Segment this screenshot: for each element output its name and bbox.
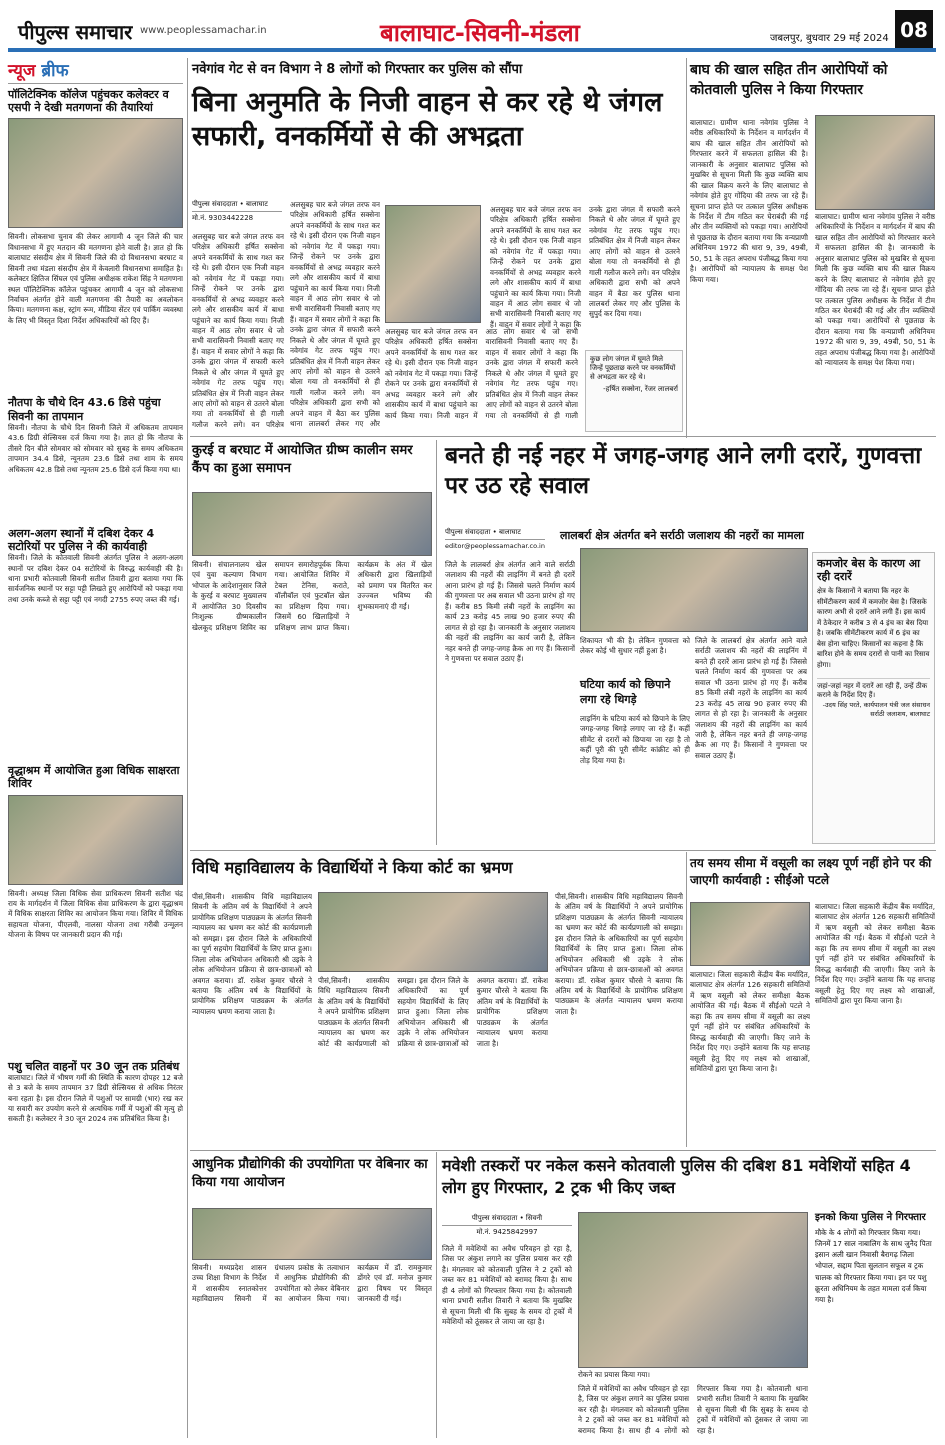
section-divider [190, 436, 936, 437]
section-divider [190, 850, 936, 851]
camp-headline: कुरई व बरघाट में आयोजित ग्रीष्म कालीन समर कैंप का हुआ समापन [192, 443, 413, 477]
brief-body: बालाघाट। जिले में भीषण गर्मी की स्थिति के कारण दोपहर 12 बजे से 3 बजे के समय तापमान 37 डिग्री सेल्सियस से अधिक निरंतर बना रहता है। इस दौरान जिले में पशुओं पर सामग्री (भार) रख कर या सवारी कर उपयोग करने से अत्यधिक गर्मी में पशुओं की मृत्यु हो सकती है। कलेक्टर ने 30 जून 2024 तक प्रतिबंधित किया है। [8, 1072, 183, 1124]
lead-body-cont: अलसुबह चार बजे जंगल तरफ वन परिक्षेत्र अधिकारी हर्षित सक्सेना अपने वनकर्मियों के साथ गश्त कर रहे थे। इसी दौरान एक निजी वाहन को नवेगांव गेट में पकड़ा गया। जिन्हें रोकने पर उनके द्वारा वनकर्मियों से अभद्र व्यवहार करने लगे और शासकीय कार्य में बाधा पहुंचाने का कार्य किया गया। निजी वाहन में आठ लोग सवार थे जो सभी वारासिवनी निवासी बताए गए हैं। वाहन में सवार लोगों ने कहा कि उनके द्वारा जंगल में सफारी करने निकले थे और जंगल में घूमते हुए नवेगांव गेट तरफ पहुंच गए। प्रतिबंधित क्षेत्र में निजी वाहन लेकर आए लोगों को वाहन से उतरने बोला गया तो वनकर्मियों से ही गाली गलौज करने लगे। वन परिक्षेत्र अधिकारी द्वारा सभी को अपने वाहन में बैठा कर पुलिस थाना लालबर्रा लेकर गए और पुलिस के सुपुर्द कर दिया गया। [490, 205, 680, 329]
cattle-body-cont: जिले में मवेशियों का अवैध परिवहन हो रहा है, जिस पर अंकुश लगाने का पुलिस प्रयास कर रही है। मंगलवार को कोतवाली पुलिस ने 2 ट्रकों को जब्त कर 81 मवेशियों को बरामद किया है। साथ ही 4 लोगों को गिरफ्तार किया गया है। कोतवाली थाना प्रभारी सतीश तिवारी ने बताया कि मुखबिर से सूचना मिली थी कि सुबह के समय दो ट्रकों में मवेशियों को ठूंसकर ले जाया जा रहा है। [578, 1384, 808, 1435]
column-divider [686, 58, 687, 438]
lead-body-cont: अलसुबह चार बजे जंगल तरफ वन परिक्षेत्र अधिकारी हर्षित सक्सेना अपने वनकर्मियों के साथ गश्त कर रहे थे। इसी दौरान एक निजी वाहन को नवेगांव गेट में पकड़ा गया। जिन्हें रोकने पर उनके द्वारा वनकर्मियों से अभद्र व्यवहार करने लगे और शासकीय कार्य में बाधा पहुंचाने का कार्य किया गया। निजी वाहन में आठ लोग सवार थे जो सभी वारासिवनी निवासी बताए गए हैं। वाहन में सवार लोगों ने कहा कि उनके द्वारा जंगल में सफारी करने निकले थे और जंगल में घूमते हुए नवेगांव गेट तरफ पहुंच गए। प्रतिबंधित क्षेत्र में निजी वाहन लेकर आए लोगों को वाहन से उतरने बोला गया तो वनकर्मियों से ही गाली गलौज करने लगे। वन परिक्षेत्र [192, 232, 284, 429]
cattle-byline: पीपुल्स संवाददाता • सिवनी [442, 1214, 572, 1226]
webinar-photo [192, 1208, 432, 1260]
tiger-headline: बाघ की खाल सहित तीन आरोपियों को कोतवाली पुलिस ने किया गिरफ्तार [690, 62, 888, 99]
canal-email[interactable]: editor@peoplessamachar.co.in [445, 542, 545, 550]
brief-body: सिवनी। अध्यक्ष जिला विधिक सेवा प्राधिकरण सिवनी सतीश चंद्र राय के मार्गदर्शन में जिला विधिक सेवा प्राधिकरण के द्वारा वृद्धाश्रम में विधिक साक्षरता शिविर का आयोजन किया गया। शिविर में विधिक सहायता योजना, पीएलवी, नालसा योजना तथा गरीबी उन्मूलन योजना के विषय पर जानकारी प्रदान की गई। [8, 888, 183, 940]
court-body: पीसं,सिवनी। शासकीय विधि महाविद्यालय सिवनी के अंतिम वर्ष के विद्यार्थियों ने अपने प्रायोगिक प्रशिक्षण पाठ्यक्रम के अंतर्गत सिवनी न्यायालय का भ्रमण कर कोर्ट की कार्यप्रणाली को समझा। इस दौरान जिले के अधिकारियों का पूर्ण सहयोग विद्यार्थियों के लिए प्राप्त हुआ। जिला लोक अभियोजन अधिकारी श्री उइके ने लोक अभियोजन प्रक्रिया से छात्र-छात्राओं को अवगत कराया। डॉ. राकेश कुमार चौरसे ने बताया कि अंतिम वर्ष के विद्यार्थियों के प्रायोगिक प्रशिक्षण पाठ्यक्रम के अंतर्गत न्यायालय भ्रमण कराया जाता है। [192, 892, 312, 1016]
brief-body: सिवनी। लोकसभा चुनाव की लेकर आगामी 4 जून जिले की चार विधानसभा में हुए मतदान की मतगणना होने वाली है। ज्ञात हो कि बालाघाट संसदीय क्षेत्र में सिवनी जिले की दो विधानसभा बरघाट व सिवनी तथा मंडला संसदीय क्षेत्र में केवलारी विधानसभा समाहित है। कलेक्टर क्षितिज सिंघल एवं पुलिस अधीक्षक राकेश सिंह ने मतगणना स्थल पॉलिटेक्निक कॉलेज पहुंचकर आगामी 4 जून को लोकसभा निर्वाचन अंतर्गत होने वाली मतगणना की तैयारी का अवलोकन किया। मतगणना कक्ष, स्ट्रांग रूम, मीडिया सेंटर एवं पार्किंग व्यवस्था के लिए भी विस्तृत दिशा निर्देश अधिकारियों को दिए हैं। [8, 232, 183, 325]
brief-photo [8, 118, 183, 228]
canal-crack-photo [580, 548, 808, 632]
canal-side-box [812, 552, 935, 844]
cattle-phone: मो.नं. 9425842997 [476, 1228, 538, 1236]
lead-body: अलसुबह चार बजे जंगल तरफ वन परिक्षेत्र अधिकारी हर्षित सक्सेना अपने वनकर्मियों के साथ गश्त कर रहे थे। इसी दौरान एक निजी वाहन को नवेगांव गेट में पकड़ा गया। जिन्हें रोकने पर उनके द्वारा वनकर्मियों से अभद्र व्यवहार करने लगे और शासकीय कार्य में बाधा पहुंचाने का कार्य किया गया। निजी वाहन में आठ लोग सवार थे जो सभी वारासिवनी निवासी बताए गए हैं। वाहन में सवार लोगों ने कहा कि उनके द्वारा जंगल में सफारी करने निकले थे और जंगल में घूमते हुए नवेगांव गेट तरफ पहुंच गए। प्रतिबंधित क्षेत्र में निजी वाहन लेकर आए लोगों को वाहन से उतरने बोला गया तो वनकर्मियों से ही गाली गलौज करने लगे। वन परिक्षेत्र अधिकारी द्वारा सभी को अपने वाहन में बैठा कर पुलिस थाना लालबर्रा लेकर गए और [290, 200, 380, 429]
side-title: इनको किया पुलिस ने गिरफ्तार [815, 1212, 926, 1223]
camp-photo [192, 492, 432, 556]
header-rule [8, 48, 936, 52]
canal-photo-caption: शिकायत भी की है। लेकिन गुणवत्ता को लेकर कोई भी सुधार नहीं हुआ है। [580, 636, 690, 656]
court-body-cont: पीसं,सिवनी। शासकीय विधि महाविद्यालय सिवनी के अंतिम वर्ष के विद्यार्थियों ने अपने प्रायोगिक प्रशिक्षण पाठ्यक्रम के अंतर्गत सिवनी न्यायालय का भ्रमण कर कोर्ट की कार्यप्रणाली को समझा। इस दौरान जिले के अधिकारियों का पूर्ण सहयोग विद्यार्थियों के लिए प्राप्त हुआ। जिला लोक अभियोजन अधिकारी श्री उइके ने लोक अभियोजन प्रक्रिया से छात्र-छात्राओं को अवगत कराया। डॉ. राकेश कुमार चौरसे ने बताया कि अंतिम वर्ष के विद्यार्थियों के प्रायोगिक प्रशिक्षण पाठ्यक्रम के अंतर्गत न्यायालय भ्रमण कराया जाता है। [318, 976, 548, 1048]
canal-body-2: लाइनिंग के घटिया कार्य को छिपाने के लिए जगह-जगह थिगड़े लगाए जा रहे हैं। कहीं सीमेंट से दरारों को छिपाया जा रहा है तो कहीं पूरी की पूरी सीमेंट कांक्रीट को ही तोड़ दिया गया है। [580, 714, 690, 765]
brief-title: नौतपा के चौथे दिन 43.6 डिसे पहुंचा सिवनी का तापमान [8, 396, 161, 423]
canal-byline: पीपुल्स संवाददाता • बालाघाट [445, 528, 545, 540]
brief-title: वृद्धाश्रम में आयोजित हुआ विधिक साक्षरता शिविर [8, 764, 180, 791]
column-divider [686, 852, 687, 1147]
canal-subhead: लालबर्रा क्षेत्र अंतर्गत बने सर्राठी जलाशय की नहरों का मामला [560, 529, 804, 542]
newspaper-logo: पीपुल्स समाचार [18, 20, 133, 44]
section-divider [190, 1150, 936, 1151]
side-body: मौके के 4 लोगों को गिरफ्तार किया गया। जिनमें 17 साल नाबालिग के साथ जुनैद पिता इसान अली खान निवासी बैरागढ़ जिला भोपाल, सद्दाम पिता सुलतान सफूल व ट्रक चालक को गिरफ्तार किया गया। इन पर पशु क्रूरता अधिनियम के तहत मामला दर्ज किया गया है। [815, 1228, 932, 1304]
cattle-headline: मवेशी तस्करों पर नकेल कसने कोतवाली पुलिस की दबिश 81 मवेशियों सहित 4 लोग हुए गिरफ्तार, 2 ट्रक भी किए जब्त [442, 1156, 911, 1197]
quote-text: कुछ लोग जंगल में घूमते मिले जिन्हें पूछताछ करने पर वनकर्मियों से अभद्रता कर रहे थे। [590, 355, 676, 381]
recovery-body-cont: बालाघाट। जिला सहकारी केंद्रीय बैंक मर्यादित, बालाघाट क्षेत्र अंतर्गत 126 सहकारी समितियों में ऋण वसूली को लेकर समीक्षा बैठक आयोजित की गई। बैठक में सीईओ पटले ने कहा कि तय समय सीमा में वसूली का लक्ष्य पूर्ण नहीं होने पर संबंधित अधिकारियों के विरुद्ध कार्यवाही की जाएगी। किए जाने के निर्देश दिए गए। उन्होंने बताया कि यह सप्ताह वसूली हेतु दिए गए लक्ष्य को शाखाओं, समितियों द्वारा पूरा किया जाना है। [815, 902, 935, 1005]
court-group-photo [318, 892, 548, 972]
recovery-body: बालाघाट। जिला सहकारी केंद्रीय बैंक मर्यादित, बालाघाट क्षेत्र अंतर्गत 126 सहकारी समितियों में ऋण वसूली को लेकर समीक्षा बैठक आयोजित की गई। बैठक में सीईओ पटले ने कहा कि तय समय सीमा में वसूली का लक्ष्य पूर्ण नहीं होने पर संबंधित अधिकारियों के विरुद्ध कार्यवाही की जाएगी। किए जाने के निर्देश दिए गए। उन्होंने बताया कि यह सप्ताह वसूली हेतु दिए गए लक्ष्य को शाखाओं, समितियों द्वारा पूरा किया जाना है। [690, 970, 810, 1073]
website-url[interactable]: www.peoplessamachar.in [140, 25, 267, 36]
tiger-skin-photo [815, 115, 935, 210]
box-quote: जहां-जहां नहर में दरारें आ रही हैं, उन्हें ठीक कराने के निर्देश दिए हैं। [817, 678, 930, 700]
canal-subhead-2: घटिया कार्य को छिपाने लगा रहे थिगड़े [580, 678, 671, 706]
brief-label: न्यूज ब्रीफ [8, 58, 183, 84]
column-divider [436, 440, 437, 845]
canal-body-cont: जिले के लालबर्रा क्षेत्र अंतर्गत आने वाले सर्राठी जलाशय की नहरों की लाइनिंग में बनते ही दरारें आना प्रारंभ हो गई हैं। जिससे चलते निर्माण कार्य की गुणवत्ता पर अब सवाल भी उठना प्रारंभ हो गए हैं। करीब 85 किमी लंबी नहरों के लाइनिंग का कार्य 23 करोड़ 45 लाख 90 हजार रुपए की लागत से हो रहा है। जानकारी के अनुसार जलाशय की नहरों की लाइनिंग का कार्य जारी है, लेकिन नहर बनते ही जगह-जगह क्रैक आ गए हैं। किसानों ने गुणवत्ता पर सवाल उठाए हैं। [695, 636, 807, 760]
column-divider [436, 1152, 437, 1438]
lead-body-cont: अलसुबह चार बजे जंगल तरफ वन परिक्षेत्र अधिकारी हर्षित सक्सेना अपने वनकर्मियों के साथ गश्त कर रहे थे। इसी दौरान एक निजी वाहन को नवेगांव गेट में पकड़ा गया। जिन्हें रोकने पर उनके द्वारा वनकर्मियों से अभद्र व्यवहार करने लगे और शासकीय कार्य में बाधा पहुंचाने का कार्य किया गया। निजी वाहन में आठ लोग सवार थे जो सभी वारासिवनी निवासी बताए गए हैं। वाहन में सवार लोगों ने कहा कि उनके द्वारा जंगल में सफारी करने निकले थे और जंगल में घूमते हुए नवेगांव गेट तरफ पहुंच गए। प्रतिबंधित क्षेत्र में निजी वाहन लेकर आए लोगों को वाहन से उतरने बोला गया तो वनकर्मियों से ही गाली [385, 327, 578, 420]
brief-body: सिवनी। जिले के कोतवाली सिवनी अंतर्गत पुलिस ने अलग-अलग स्थानों पर दबिश देकर 04 सटोरियों के विरुद्ध कार्यवाही की है। थाना प्रभारी कोतवाली सिवनी सतीश तिवारी द्वारा बताया गया कि सार्वजनिक स्थानों पर सट्टा पट्टी लिखते हुए आरोपियों को पकड़ा गया तथा उनके कब्जे से सट्टा पट्टी एवं नगदी 2755 रुपए जब्त की गई। [8, 553, 183, 604]
lead-headline: बिना अनुमति के निजी वाहन से कर रहे थे जंगल सफारी, वनकर्मियों से की अभद्रता [192, 87, 663, 152]
box-body: क्षेत्र के किसानों ने बताया कि नहर के सीमेंटीकरण कार्य में कमजोर बेस है। जिसके कारण अभी से दरारें आने लगी हैं। इस कार्य में ठेकेदार ने करीब 3 से 4 इंच का बेस दिया है। जबकि सीमेंटीकरण कार्य में 6 इंच का बेस होना चाहिए। किसानों का कहना है कि बारिश होने के समय दरारों से पानी का रिसाव होगा। [817, 587, 930, 669]
camp-body: सिवनी। संचालनालय खेल एवं युवा कल्याण विभाग भोपाल के आदेशानुसार जिले के कुरई व बरघाट मुख्यालय में आयोजित 30 दिवसीय निःशुल्क ग्रीष्मकालीन खेलकूद प्रशिक्षण शिविर का समापन समारोहपूर्वक किया गया। आयोजित शिविर में टेबल टेनिस, कराते, वॉलीबॉल एवं फुटबॉल खेल का प्रशिक्षण दिया गया। जिसमें 60 खिलाड़ियों ने प्रशिक्षण लाभ प्राप्त किया। कार्यक्रम के अंत में खेल अधिकारी द्वारा खिलाड़ियों को प्रमाण पत्र वितरित कर उज्ज्वल भविष्य की शुभकामनाएं दी गईं। [192, 560, 432, 632]
tiger-body-cont: बालाघाट। ग्रामीण थाना नवेगांव पुलिस ने वरीष्ठ अधिकारियों के निर्देशन व मार्गदर्शन में बाघ की खाल सहित तीन आरोपियों को गिरफ्तार करने में सफलता हासिल की है। जानकारी के अनुसार बालाघाट पुलिस को मुखबिर से सूचना मिली कि कुछ व्यक्ति बाघ की खाल विक्रय करने के लिए बालाघाट से नवेगांव होते हुए गोंदिया की तरफ जा रहे हैं। सूचना प्राप्त होते पर तत्काल पुलिस अधीक्षक के निर्देश में टीम गठित कर घेराबंदी की गई और तीन व्यक्तियों को पकड़ा गया। आरोपियों से पूछताछ के दौरान बताया गया कि वन्यप्राणी अधिनियम 1972 की धारा 9, 39, 49बी, 50, 51 के तहत अपराध पंजीबद्ध किया गया है। आरोपियों को न्यायालय के समक्ष पेश किया गया। [815, 212, 935, 368]
issue-date: जबलपुर, बुधवार 29 मई 2024 [770, 33, 889, 44]
recovery-headline: तय समय सीमा में वसूली का लक्ष्य पूर्ण नहीं होने पर की जाएगी कार्यवाही : सीईओ पटले [690, 856, 932, 887]
brief-body: सिवनी। नौतपा के चौथे दिन सिवनी जिले में अधिकतम तापमान 43.6 डिग्री सेल्सियस दर्ज किया गया है। ज्ञात हो कि नौतपा के तीसरे दिन बीते सोमवार को सोमवार को सुबह के समय अधिकतम तापमान 34.4 डिसे, न्यूनतम 23.6 डिसे तथा शाम के समय अधिकतम 42.8 डिसे तथा न्यूनतम 25.6 डिसे दर्ज किया गया था। [8, 422, 183, 474]
cattle-body: जिले में मवेशियों का अवैध परिवहन हो रहा है, जिस पर अंकुश लगाने का पुलिस प्रयास कर रही है। मंगलवार को कोतवाली पुलिस ने 2 ट्रकों को जब्त कर 81 मवेशियों को बरामद किया है। साथ ही 4 लोगों को गिरफ्तार किया गया है। कोतवाली थाना प्रभारी सतीश तिवारी ने बताया कि मुखबिर से सूचना मिली थी कि सुबह के समय दो ट्रकों में मवेशियों को ठूंसकर ले जाया जा रहा है। [442, 1244, 572, 1327]
cattle-photo-caption: रोकने का प्रयास किया गया। [578, 1370, 651, 1379]
news-brief-column [8, 58, 183, 1238]
box-quote-author: -उदय सिंह परते, कार्यपालन यंत्री जल संसाधन सर्राठी जलाशय, बालाघाट [822, 701, 930, 719]
lead-quote-box [585, 350, 683, 432]
recovery-meeting-photo [690, 902, 810, 966]
court-body-cont: पीसं,सिवनी। शासकीय विधि महाविद्यालय सिवनी के अंतिम वर्ष के विद्यार्थियों ने अपने प्रायोगिक प्रशिक्षण पाठ्यक्रम के अंतर्गत सिवनी न्यायालय का भ्रमण कर कोर्ट की कार्यप्रणाली को समझा। इस दौरान जिले के अधिकारियों का पूर्ण सहयोग विद्यार्थियों के लिए प्राप्त हुआ। जिला लोक अभियोजन अधिकारी श्री उइके ने लोक अभियोजन प्रक्रिया से छात्र-छात्राओं को अवगत कराया। डॉ. राकेश कुमार चौरसे ने बताया कि अंतिम वर्ष के विद्यार्थियों के प्रायोगिक प्रशिक्षण पाठ्यक्रम के अंतर्गत न्यायालय भ्रमण कराया जाता है। [555, 892, 683, 1016]
brief-title: अलग-अलग स्थानों में दबिश देकर 4 सटोरियों पर पुलिस ने की कार्यवाही [8, 526, 155, 553]
brief-title: पॉलिटेक्निक कॉलेज पहुंचकर कलेक्टर व एसपी ने देखी मतगणना की तैयारियां [8, 88, 169, 115]
edition-title: बालाघाट-सिवनी-मंडला [380, 19, 580, 47]
court-headline: विधि महाविद्यालय के विद्यार्थियों ने किया कोर्ट का भ्रमण [192, 858, 513, 877]
webinar-body: सिवनी। मध्यप्रदेश शासन उच्च शिक्षा विभाग के निर्देश में शासकीय स्नातकोत्तर महाविद्यालय सिवनी में ग्रंथालय प्रकोष्ठ के तत्वाधान में आधुनिक प्रौद्योगिकी की उपयोगिता को लेकर वेबिनार का आयोजन किया गया। कार्यक्रम में डॉ. रामकुमार डोंगरे एवं डॉ. मनोज कुमार द्वारा विषय पर विस्तृत जानकारी दी गई। [192, 1263, 432, 1304]
column-divider [187, 58, 188, 1438]
quote-author: -हर्षित सक्सेना, रेंजर लालबर्रा [603, 385, 678, 393]
cattle-truck-photo [578, 1212, 808, 1368]
box-title: कमजोर बेस के कारण आ रही दरारें [817, 557, 921, 584]
tiger-body: बालाघाट। ग्रामीण थाना नवेगांव पुलिस ने वरीष्ठ अधिकारियों के निर्देशन व मार्गदर्शन में बाघ की खाल सहित तीन आरोपियों को गिरफ्तार करने में सफलता हासिल की है। जानकारी के अनुसार बालाघाट पुलिस को मुखबिर से सूचना मिली कि कुछ व्यक्ति बाघ की खाल विक्रय करने के लिए बालाघाट से नवेगांव होते हुए गोंदिया की तरफ जा रहे हैं। सूचना प्राप्त होते पर तत्काल पुलिस अधीक्षक के निर्देश में टीम गठित कर घेराबंदी की गई और तीन व्यक्तियों को पकड़ा गया। आरोपियों से पूछताछ के दौरान बताया गया कि वन्यप्राणी अधिनियम 1972 की धारा 9, 39, 49बी, 50, 51 के तहत अपराध पंजीबद्ध किया गया है। आरोपियों को न्यायालय के समक्ष पेश किया गया। [690, 118, 808, 284]
canal-headline: बनते ही नई नहर में जगह-जगह आने लगी दरारें, गुणवत्ता पर उठ रहे सवाल [445, 443, 922, 499]
webinar-headline: आधुनिक प्रौद्योगिकी की उपयोगिता पर वेबिनार का किया गया आयोजन [192, 1157, 428, 1191]
lead-phone: मो.नं. 9303442228 [192, 214, 254, 222]
lead-photo-vehicle [385, 205, 481, 323]
brief-title: पशु चलित वाहनों पर 30 जून तक प्रतिबंध [8, 1059, 180, 1073]
lead-kicker: नवेगांव गेट से वन विभाग ने 8 लोगों को गिरफ्तार कर पुलिस को सौंपा [192, 62, 523, 77]
cattle-side-box [815, 1212, 935, 1305]
brief-photo [8, 795, 183, 885]
page-number: 08 [895, 10, 933, 50]
lead-byline: पीपुल्स संवाददाता • बालाघाट [192, 200, 282, 212]
canal-body: जिले के लालबर्रा क्षेत्र अंतर्गत आने वाले सर्राठी जलाशय की नहरों की लाइनिंग में बनते ही दरारें आना प्रारंभ हो गई हैं। जिससे चलते निर्माण कार्य की गुणवत्ता पर अब सवाल भी उठना प्रारंभ हो गए हैं। करीब 85 किमी लंबी नहरों के लाइनिंग का कार्य 23 करोड़ 45 लाख 90 हजार रुपए की लागत से हो रहा है। जानकारी के अनुसार जलाशय की नहरों की लाइनिंग का कार्य जारी है, लेकिन नहर बनते ही जगह-जगह क्रैक आ गए हैं। किसानों ने गुणवत्ता पर सवाल उठाए हैं। [445, 560, 575, 663]
